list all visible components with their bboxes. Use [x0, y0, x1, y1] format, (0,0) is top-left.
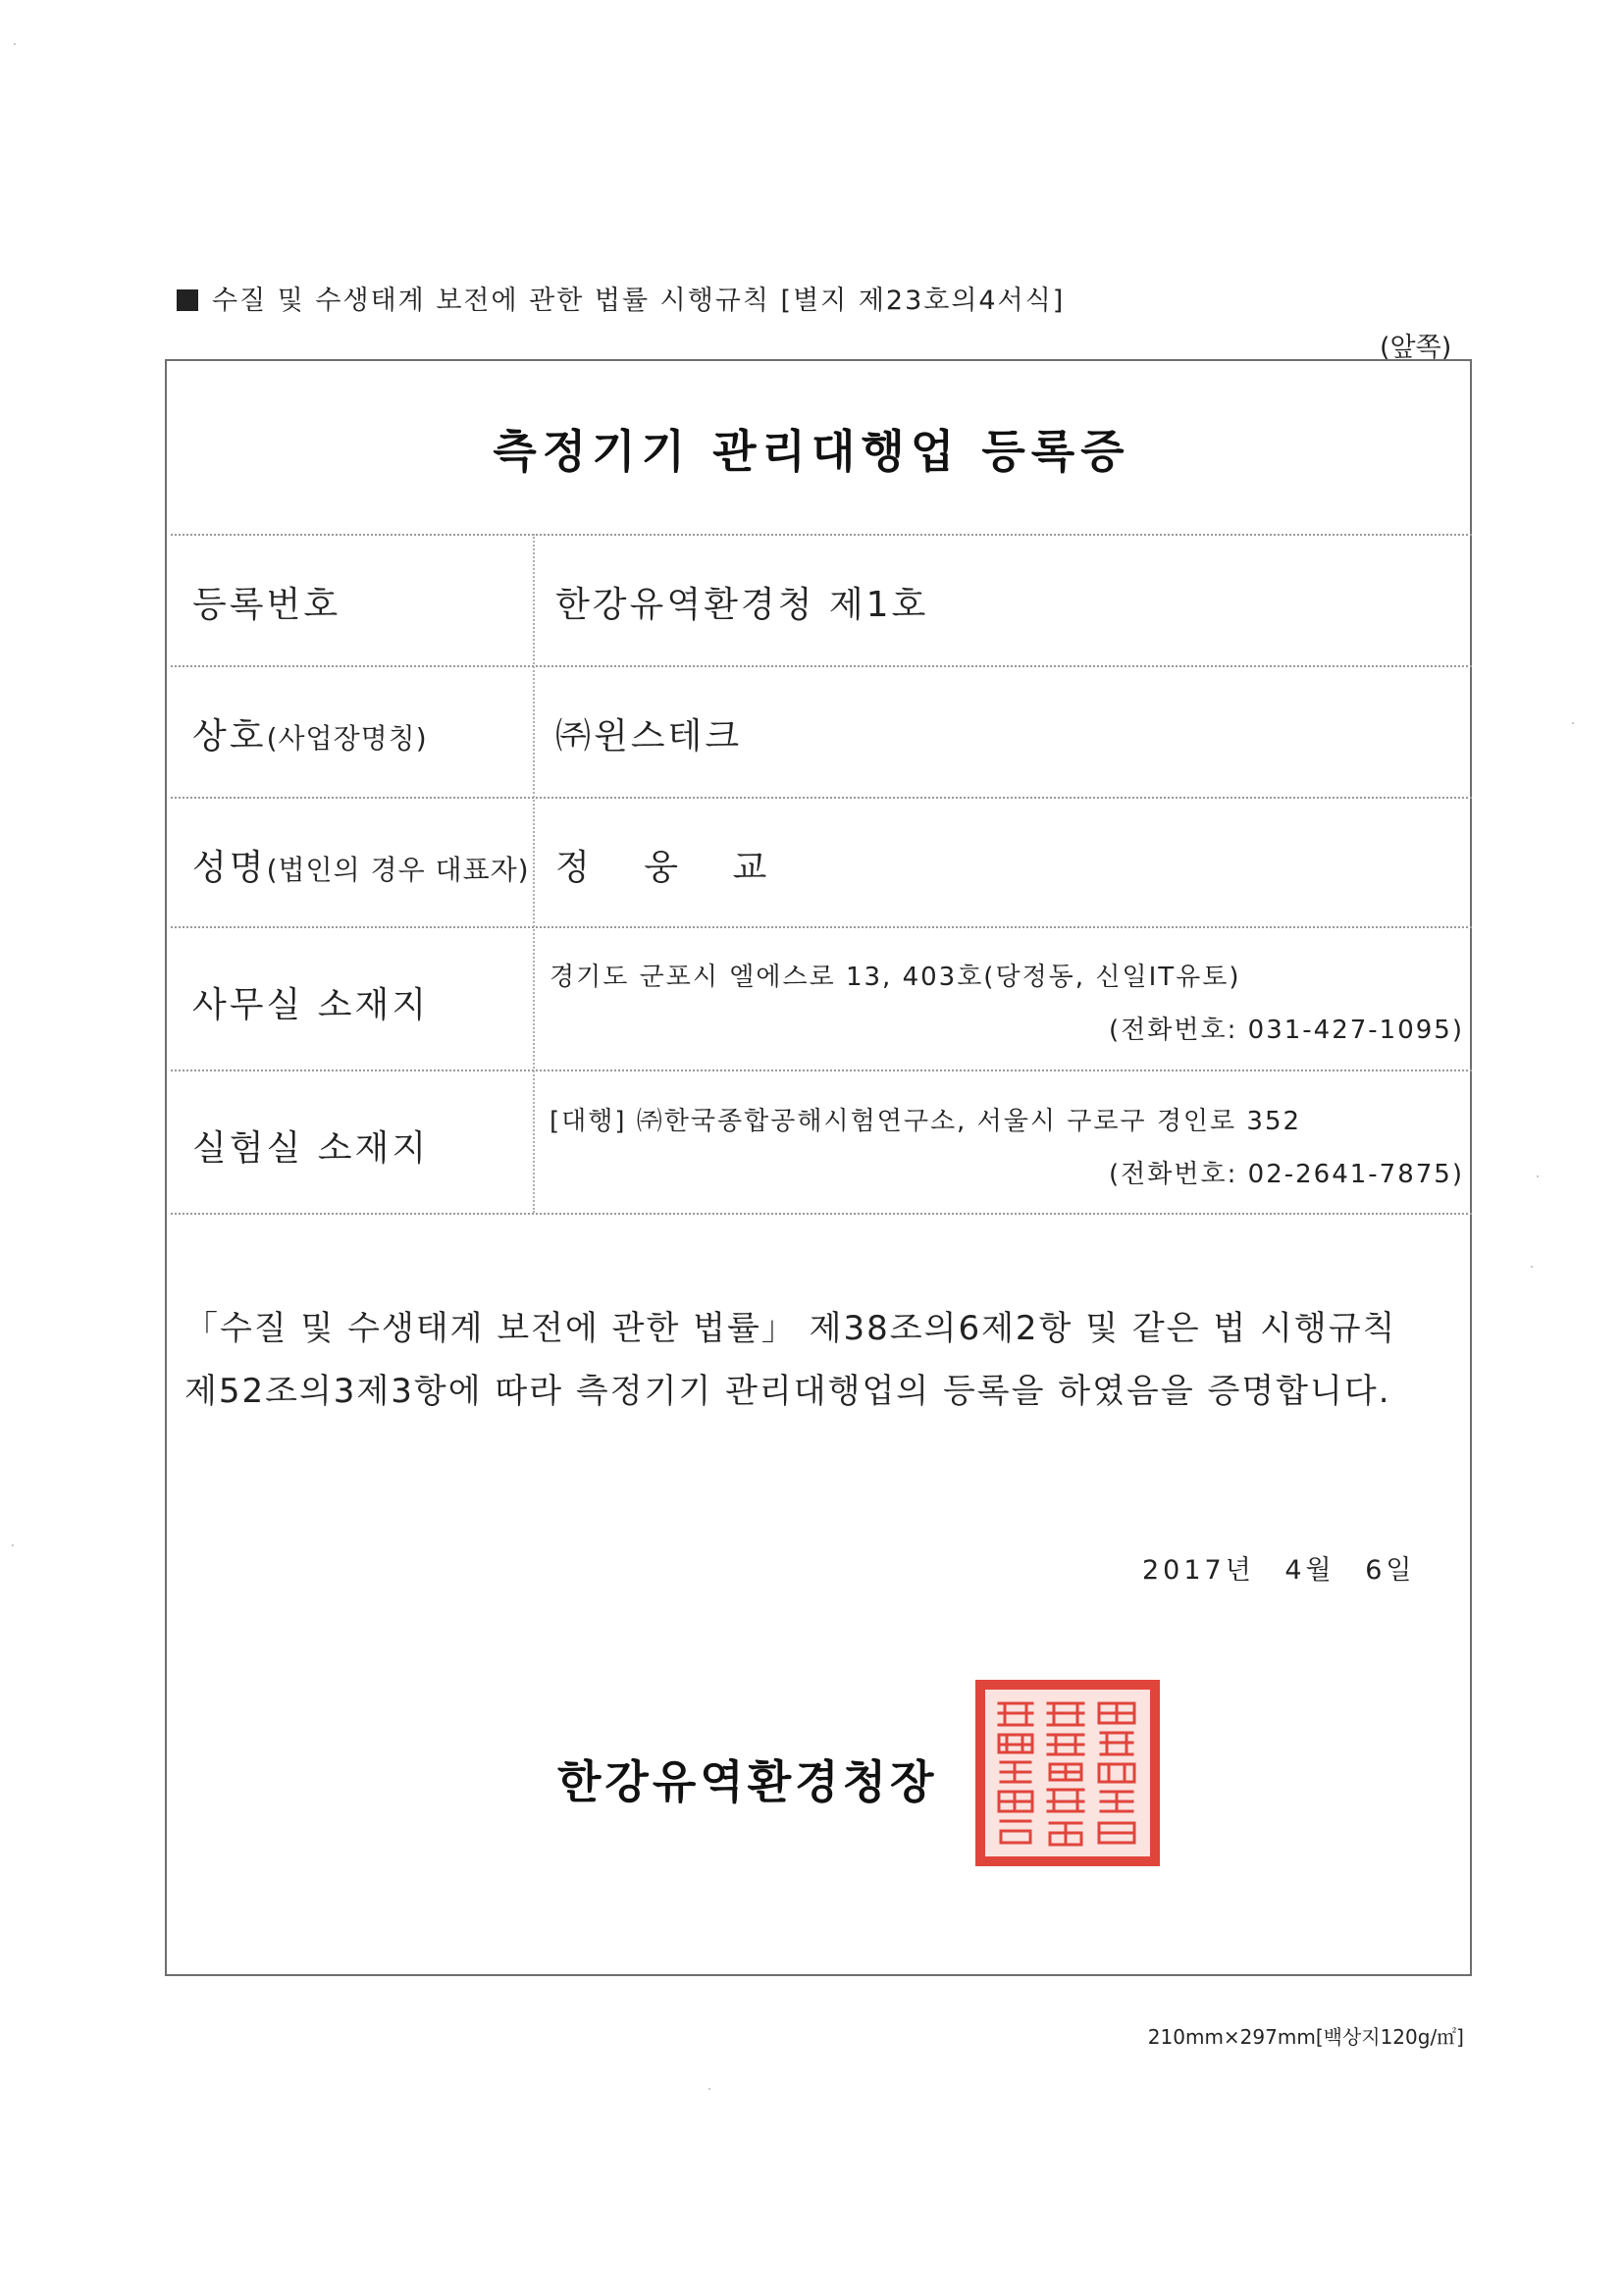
representative-label	[192, 840, 530, 890]
row-divider	[171, 534, 1472, 536]
column-divider	[533, 534, 535, 1213]
scan-speck	[708, 2088, 710, 2090]
lab-phone-value: (전화번호: 02-2641-7875)	[1109, 1160, 1464, 1189]
row-divider	[171, 1070, 1472, 1071]
issuer-name: 한강유역환경청장	[557, 1755, 938, 1808]
front-side-label: (앞쪽)	[1380, 333, 1452, 363]
company-name-label-main: 상호	[192, 716, 267, 757]
scan-speck	[14, 43, 16, 45]
scan-speck	[1537, 1175, 1539, 1177]
paper-specification: 210mm×297mm[백상지120g/㎡]	[1147, 2025, 1464, 2049]
certification-statement-line-1: 「수질 및 수생태계 보전에 관한 법률」 제38조의6제2항 및 같은 법 시행규칙	[184, 1309, 1397, 1348]
row-divider	[171, 797, 1472, 799]
representative-label-main: 성명	[192, 848, 267, 888]
registration-number-value: 한강유역환경청 제1호	[555, 585, 929, 625]
seal-glyphs-icon	[985, 1690, 1150, 1856]
lab-address-value: [대행] ㈜한국종합공해시험연구소, 서울시 구로구 경인로 352	[550, 1107, 1302, 1136]
certificate-title: 측정기기 관리대행업 등록증	[493, 425, 1130, 478]
office-address-value: 경기도 군포시 엘에스로 13, 403호(당정동, 신일IT유토)	[550, 963, 1241, 992]
scan-speck	[12, 1544, 14, 1546]
black-square-icon	[177, 289, 198, 311]
issue-date: 2017년 4월 6일	[1142, 1555, 1416, 1586]
office-phone-value: (전화번호: 031-427-1095)	[1109, 1016, 1464, 1045]
registration-number-label: 등록번호	[192, 585, 341, 625]
representative-value: 정 웅 교	[555, 848, 789, 888]
scan-speck	[1531, 1266, 1533, 1268]
form-reference	[177, 279, 1065, 317]
company-name-value: ㈜윈스테크	[555, 716, 743, 757]
company-name-label-note: (사업장명칭)	[266, 722, 428, 755]
certification-statement-line-2: 제52조의3제3항에 따라 측정기기 관리대행업의 등록을 하였음을 증명합니다.	[184, 1372, 1391, 1411]
official-seal	[975, 1680, 1160, 1866]
row-divider	[171, 926, 1472, 928]
company-name-label	[192, 708, 428, 758]
row-divider	[171, 665, 1472, 667]
seal-field	[985, 1690, 1150, 1856]
scan-speck	[1572, 722, 1574, 724]
representative-label-note: (법인의 경우 대표자)	[266, 854, 530, 886]
lab-address-label: 실험실 소재지	[192, 1128, 430, 1169]
office-address-label: 사무실 소재지	[192, 985, 430, 1025]
row-divider	[171, 1213, 1472, 1215]
form-reference-text: 수질 및 수생태계 보전에 관한 법률 시행규칙 [별지 제23호의4서식]	[212, 286, 1066, 316]
